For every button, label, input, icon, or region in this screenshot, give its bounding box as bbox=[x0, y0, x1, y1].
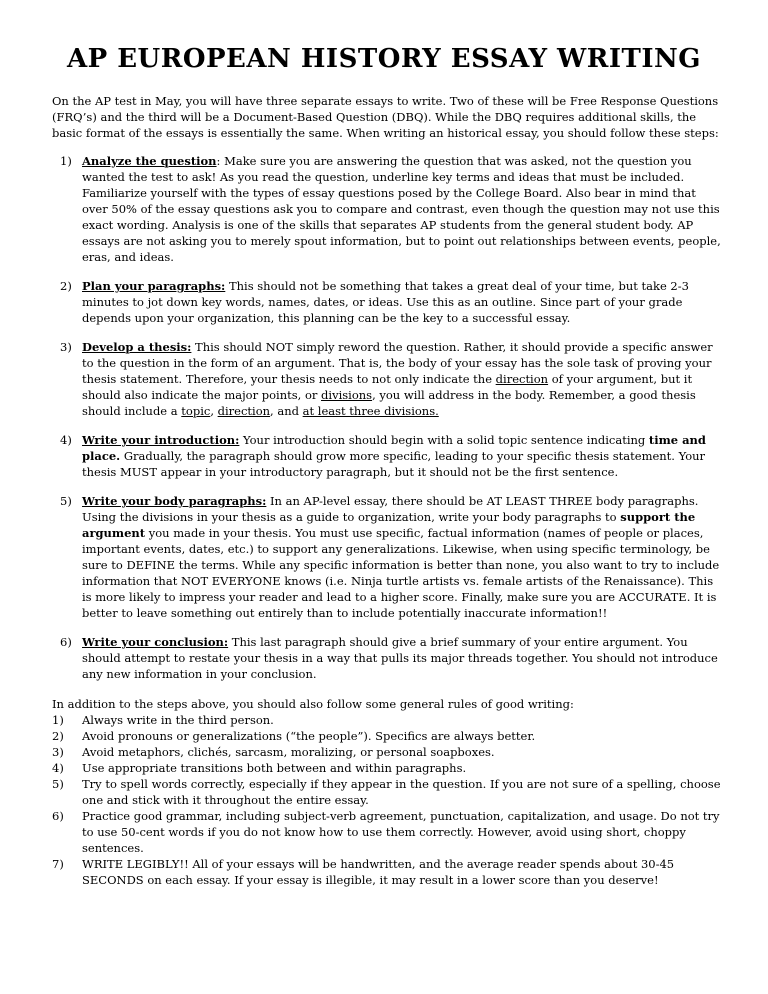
rule-number: 3) bbox=[52, 745, 64, 759]
step-number: 2) bbox=[60, 279, 72, 293]
step-heading: Plan your paragraphs: bbox=[82, 279, 226, 293]
step-item bbox=[52, 339, 724, 419]
step-item bbox=[52, 153, 724, 265]
rule-text: Use appropriate transitions both between and within paragraphs. bbox=[82, 761, 467, 775]
step-number: 1) bbox=[60, 154, 72, 168]
underlined-term: direction bbox=[217, 404, 271, 418]
step-heading: Write your introduction: bbox=[82, 433, 240, 447]
step-item bbox=[52, 493, 724, 621]
rule-number: 7) bbox=[52, 857, 64, 871]
rule-text: Always write in the third person. bbox=[82, 713, 274, 727]
underlined-term: topic bbox=[181, 404, 211, 418]
rule-item bbox=[52, 776, 724, 808]
rules-intro: In addition to the steps above, you should also follow some general rules of good writing: bbox=[52, 697, 574, 711]
rule-text: Practice good grammar, including subject-verb agreement, punctuation, capitalization, and usage. Do not try to use 50-cent words if you do not know how to use them correctly. However, avoid using short, choppy sentences. bbox=[82, 809, 720, 855]
rule-item bbox=[52, 760, 724, 776]
step-text: you made in your thesis. You must use specific, factual information (names of people or places, important events, dates, etc.) to support any generalizations. Likewise, when using specific terminology, be sure to DEFINE the terms. While any specific information is better than none, you also want to try to include information that NOT EVERYONE knows (i.e. Ninja turtle artists vs. female artists of the Renaissance). This is more likely to impress your reader and lead to a higher score. Finally, make sure you are ACCURATE. It is better to leave something out entirely than to include potentially inaccurate information!! bbox=[82, 526, 720, 620]
bold-term: support the argument bbox=[82, 510, 696, 540]
step-text: In an AP-level essay, there should be AT LEAST THREE body paragraphs. Using the divisions in your thesis as a guide to organization, write your body paragraphs to bbox=[82, 494, 699, 524]
rule-number: 5) bbox=[52, 777, 64, 791]
rule-number: 2) bbox=[52, 729, 64, 743]
step-text: This should not be something that takes a great deal of your time, but take 2-3 minutes to jot down key words, names, dates, or ideas. Use this as an outline. Since part of your grade depends upon your organization, this planning can be the key to a successful essay. bbox=[82, 279, 689, 325]
step-text: This should NOT simply reword the question. Rather, it should provide a specific answer to the question in the form of an argument. That is, the body of your essay has the sole task of proving your thesis statement. Therefore, your thesis needs to not only indicate the bbox=[82, 340, 713, 386]
step-text: , you will address in the body. Remember, a good thesis should include a bbox=[82, 388, 696, 418]
step-number: 6) bbox=[60, 635, 72, 649]
rule-number: 4) bbox=[52, 761, 64, 775]
step-item bbox=[52, 278, 724, 326]
rule-text: Avoid metaphors, clichés, sarcasm, moralizing, or personal soapboxes. bbox=[82, 745, 495, 759]
underlined-term: divisions bbox=[321, 388, 373, 402]
step-number: 3) bbox=[60, 340, 72, 354]
step-item bbox=[52, 432, 724, 480]
rule-text: Avoid pronouns or generalizations (“the people”). Specifics are always better. bbox=[82, 729, 536, 743]
rule-item bbox=[52, 728, 724, 744]
bold-term: time and place. bbox=[82, 433, 706, 463]
step-heading: Analyze the question bbox=[82, 154, 217, 168]
step-text: Gradually, the paragraph should grow more specific, leading to your specific thesis statement. Your thesis MUST appear in your introductory paragraph, but it should not be the first sentence. bbox=[82, 449, 706, 479]
rule-number: 1) bbox=[52, 713, 64, 727]
underlined-term: at least three divisions. bbox=[302, 404, 439, 418]
step-text: Make sure you are answering the question that was asked, not the question you wanted the test to ask! As you read the question, underline key terms and ideas that must be included. Familiarize yourself with the types of essay questions posed by the College Board. Also bear in mind that over 50% of the essay questions ask you to compare and contrast, even though the question may not use this exact wording. Analysis is one of the skills that separates AP students from the general student body. AP essays are not asking you to merely spout information, but to point out relationships between events, people, eras, and ideas. bbox=[82, 154, 721, 264]
step-text: This last paragraph should give a brief summary of your entire argument. You should attempt to restate your thesis in a way that pulls its major threads together. You should not introduce any new information in your conclusion. bbox=[82, 635, 718, 681]
document-body bbox=[52, 93, 724, 888]
rule-item bbox=[52, 712, 724, 728]
rule-item bbox=[52, 744, 724, 760]
step-separator: : bbox=[216, 154, 225, 168]
page-title: AP EUROPEAN HISTORY ESSAY WRITING bbox=[66, 44, 702, 74]
step-text: of your argument, but it should also indicate the major points, or bbox=[82, 372, 693, 402]
rule-number: 6) bbox=[52, 809, 64, 823]
rule-item bbox=[52, 808, 724, 856]
essay-steps-list bbox=[52, 153, 724, 682]
step-number: 4) bbox=[60, 433, 72, 447]
rule-text: WRITE LEGIBLY!! All of your essays will be handwritten, and the average reader spends about 30-45 SECONDS on each essay. If your essay is illegible, it may result in a lower score than you deserve! bbox=[82, 857, 675, 887]
step-heading: Write your body paragraphs: bbox=[82, 494, 267, 508]
step-text: Your introduction should begin with a solid topic sentence indicating bbox=[239, 433, 649, 447]
writing-rules-list bbox=[52, 712, 724, 888]
rule-item bbox=[52, 856, 724, 888]
rule-text: Try to spell words correctly, especially if they appear in the question. If you are not sure of a spelling, choose one and stick with it throughout the entire essay. bbox=[82, 777, 721, 807]
step-number: 5) bbox=[60, 494, 72, 508]
step-item bbox=[52, 634, 724, 682]
underlined-term: direction bbox=[495, 372, 549, 386]
step-heading: Write your conclusion: bbox=[82, 635, 229, 649]
step-heading: Develop a thesis: bbox=[82, 340, 192, 354]
step-text: , and bbox=[270, 404, 303, 418]
step-text: , bbox=[210, 404, 218, 418]
intro-paragraph: On the AP test in May, you will have three separate essays to write. Two of these will be Free Response Questions (FRQ’s) and the third will be a Document-Based Question (DBQ). While the DBQ requires additional skills, the basic format of the essays is essentially the same. When writing an historical essay, you should follow these steps: bbox=[52, 94, 719, 140]
